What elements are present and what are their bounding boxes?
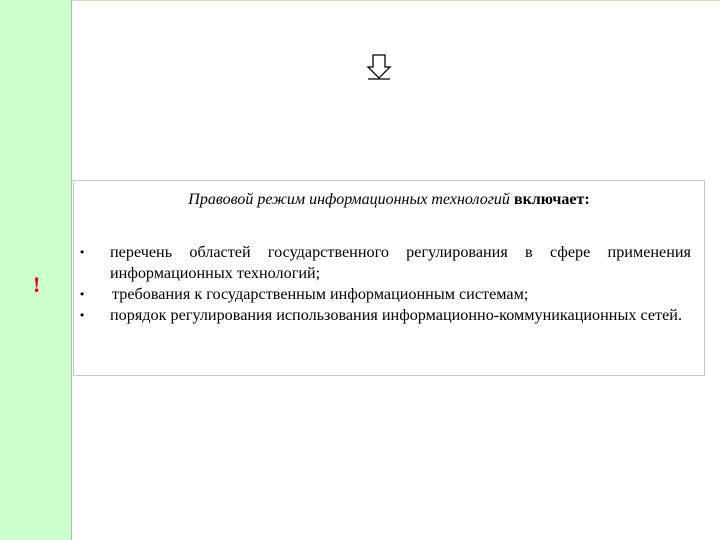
list-item-text: порядок регулирования использования информационно-коммуникационных сетей. [110,306,683,324]
down-arrow-icon [366,54,392,80]
heading-italic-text: Правовой режим информационных технологий [188,191,510,208]
exclamation-mark: ! [33,272,41,297]
heading-bold-text: включает: [513,191,590,208]
content-box [73,180,705,376]
bullet-icon: • [80,245,85,259]
bullet-icon: • [80,287,85,301]
bullet-icon: • [80,308,85,322]
list-item-text: перечень областей государственного регулирования в сфере применения информационных технологий; [110,243,691,282]
list-item-text: требования к государственным информационным системам; [112,285,529,303]
box-heading [74,190,704,210]
list-item [74,284,704,305]
bullet-list [74,242,704,326]
left-accent-bar [0,0,72,540]
top-rule [72,0,720,1]
list-item [74,242,704,284]
list-item [74,305,704,326]
